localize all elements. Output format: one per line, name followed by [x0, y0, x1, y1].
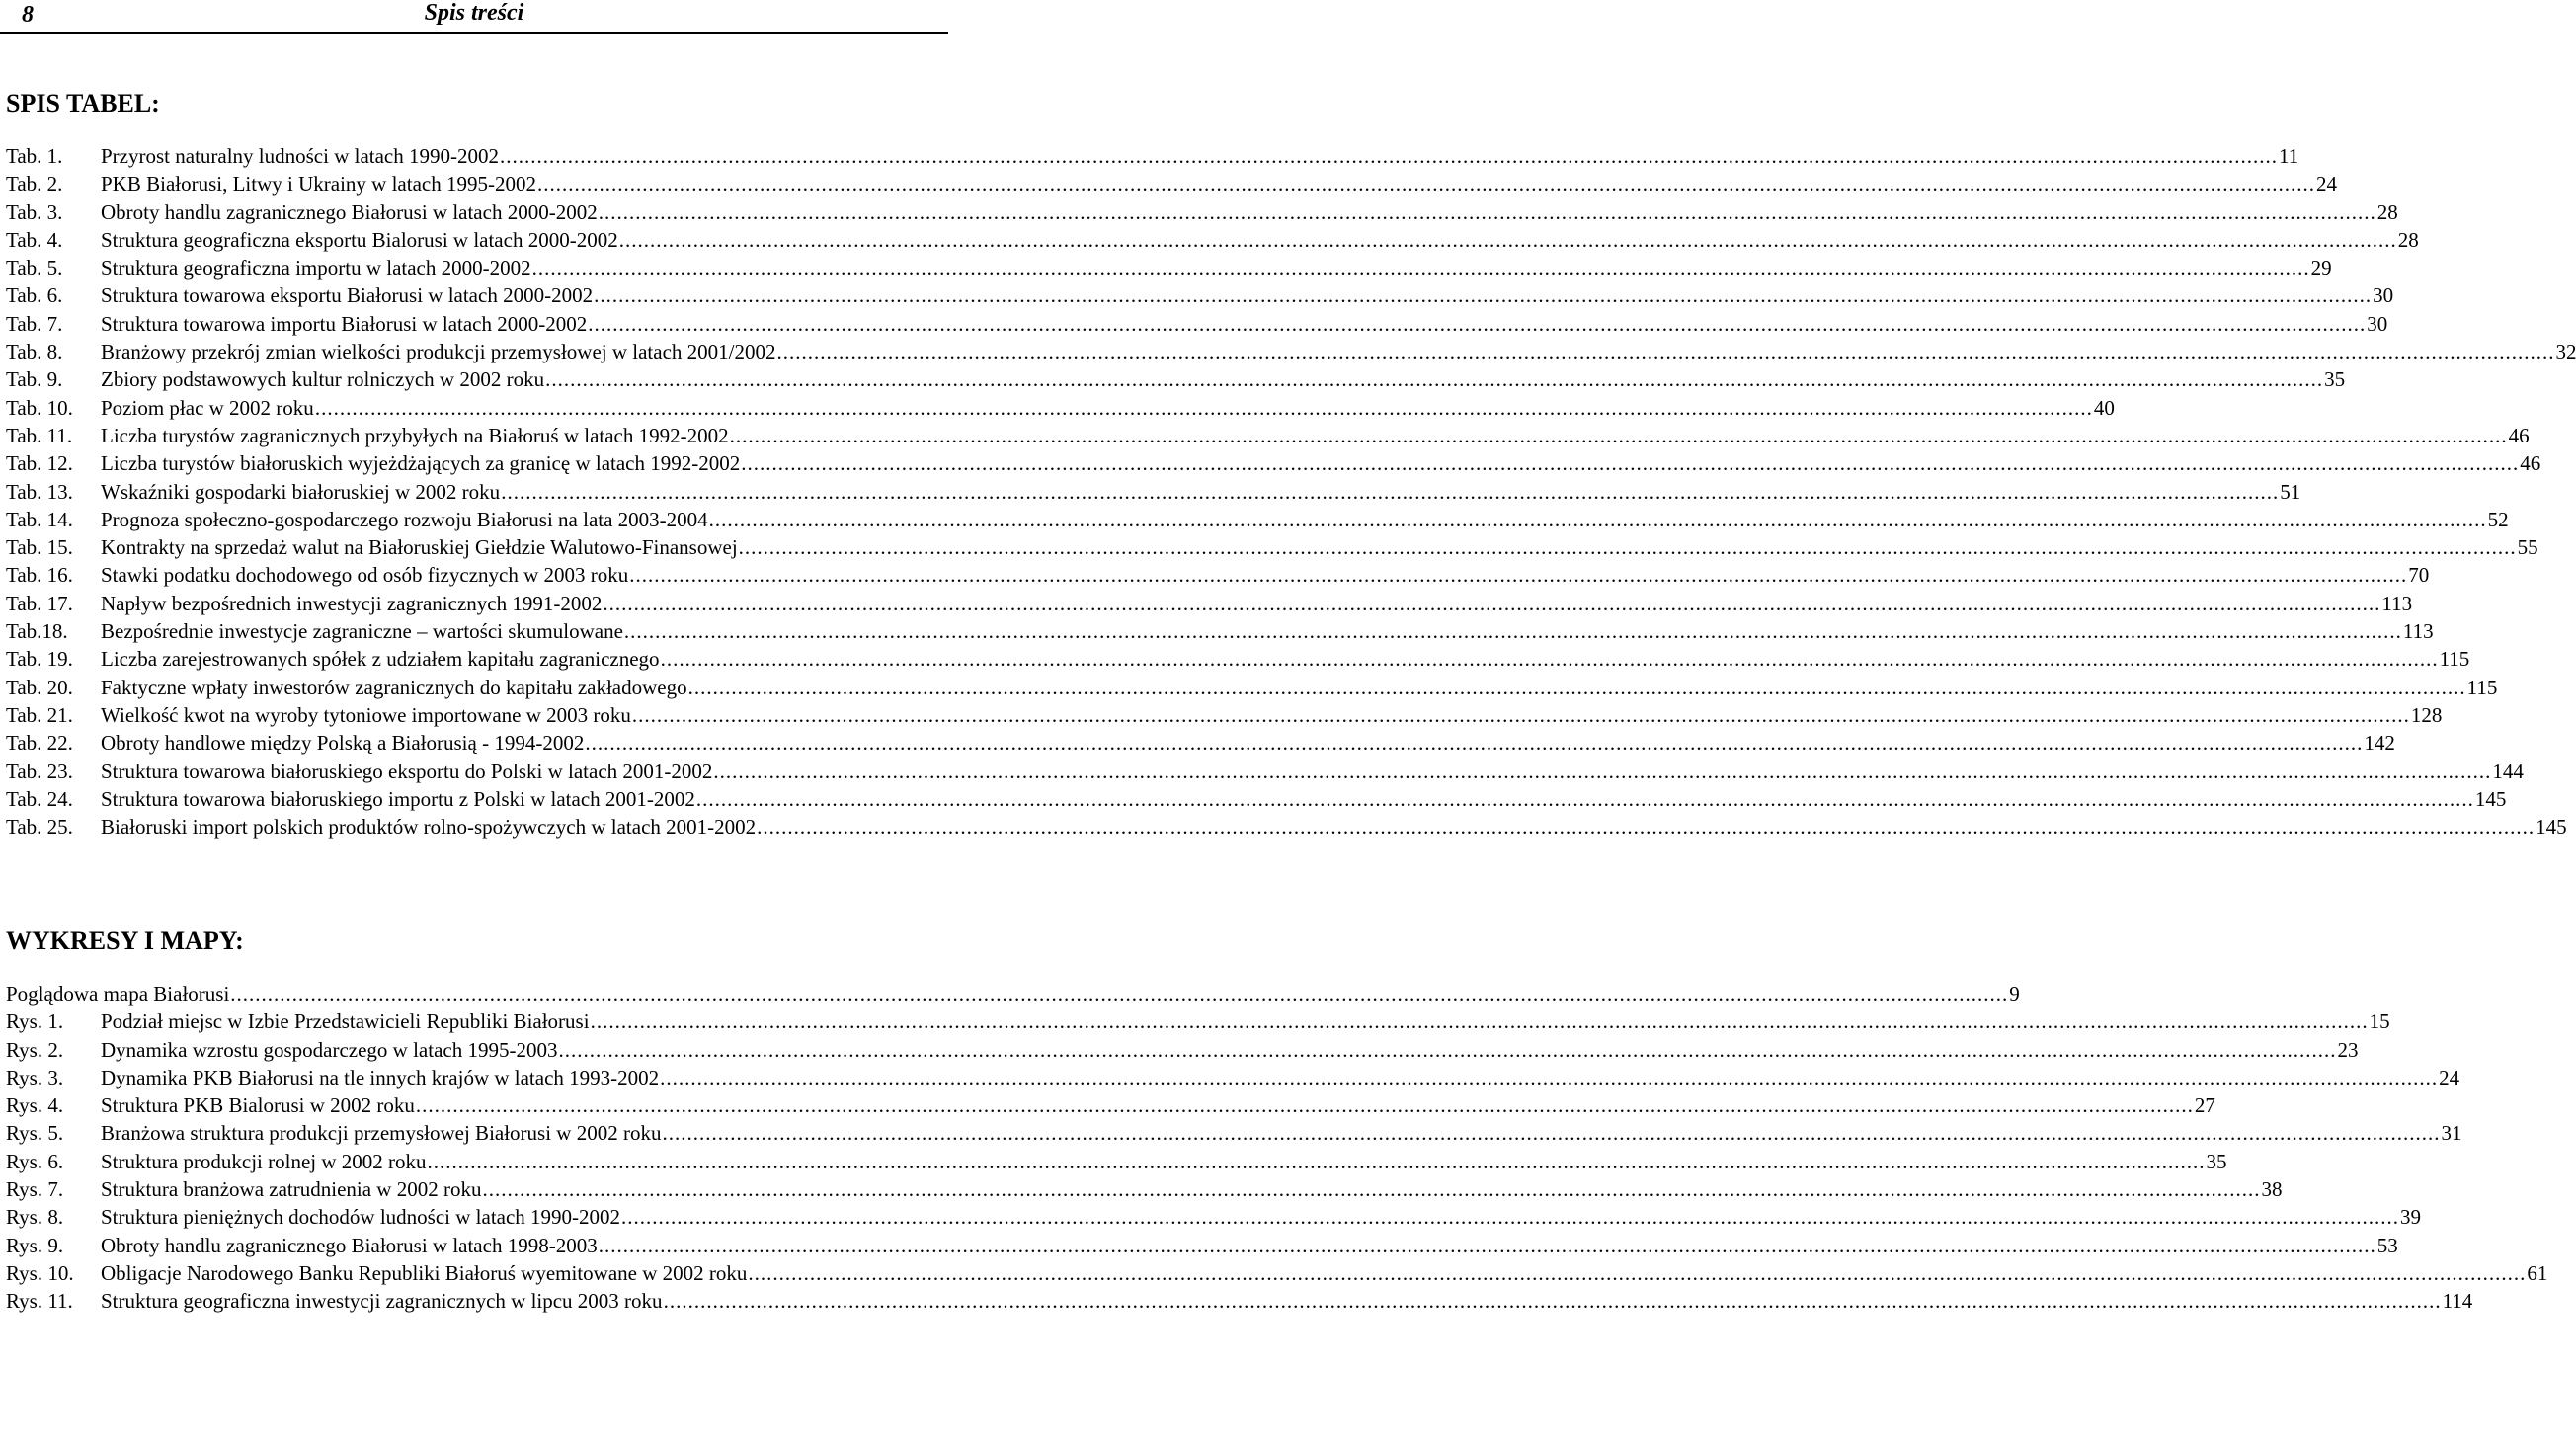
entry-page: 23 [2337, 1037, 2359, 1062]
entry-title: Bezpośrednie inwestycje zagraniczne – wartości skumulowane [101, 619, 623, 644]
table-entry[interactable] [6, 367, 2346, 395]
dot-leader [776, 340, 2554, 364]
figures-heading: WYKRESY I MAPY: [6, 926, 244, 955]
entry-label: Tab. 13. [6, 479, 73, 504]
figure-entry[interactable] [6, 1009, 2390, 1037]
table-entry[interactable] [6, 256, 2332, 283]
entry-page: 11 [2279, 144, 2299, 168]
table-entry[interactable] [6, 647, 2470, 675]
entry-page: 46 [2520, 451, 2541, 476]
dot-leader [739, 535, 2517, 560]
entry-label: Tab. 8. [6, 340, 63, 364]
entry-label: Tab. 24. [6, 786, 73, 811]
dot-leader [501, 480, 2279, 505]
dot-leader [629, 563, 2407, 588]
dot-leader [500, 144, 2278, 169]
dot-leader [416, 1093, 2194, 1118]
entry-label: Tab. 9. [6, 367, 63, 392]
entry-label: Tab. 20. [6, 675, 73, 699]
entry-title: Obroty handlu zagranicznego Białorusi w latach 2000-2002 [101, 200, 598, 224]
entry-label: Rys. 4. [6, 1093, 64, 1118]
entry-page: 32 [2555, 340, 2576, 364]
entry-title: Dynamika PKB Białorusi na tle innych krajów w latach 1993-2002 [101, 1065, 660, 1089]
dot-leader [591, 1009, 2369, 1034]
entry-label: Tab. 16. [6, 563, 73, 588]
dot-leader [537, 172, 2315, 197]
table-entry[interactable] [6, 172, 2337, 200]
entry-label: Tab. 21. [6, 702, 73, 727]
table-entry[interactable] [6, 311, 2388, 340]
figure-entry[interactable] [6, 1037, 2359, 1066]
entry-label: Tab. 4. [6, 227, 63, 252]
entry-label: Tab. 5. [6, 256, 63, 281]
table-entry[interactable] [6, 731, 2395, 759]
entry-title: Obligacje Narodowego Banku Republiki Białoruś wyemitowane w 2002 roku [101, 1260, 748, 1285]
entry-title: Wielkość kwot na wyroby tytoniowe importowane w 2003 roku [101, 702, 631, 727]
entry-title: Podział miejsc w Izbie Przedstawicieli Republiki Białorusi [101, 1009, 590, 1034]
dot-leader [603, 592, 2380, 616]
entry-title: Struktura PKB Bialorusi w 2002 roku [101, 1093, 415, 1118]
entry-page: 113 [2402, 619, 2434, 644]
figure-entry[interactable] [6, 1093, 2215, 1121]
entry-page: 46 [2508, 423, 2530, 447]
entry-title: Prognoza społeczno-gospodarczego rozwoju Białorusi na lata 2003-2004 [101, 507, 708, 531]
entry-page: 39 [2400, 1205, 2422, 1230]
dot-leader [662, 1121, 2440, 1146]
dot-leader [664, 1289, 2442, 1314]
entry-page: 115 [2466, 675, 2498, 699]
table-entry[interactable] [6, 563, 2430, 591]
entry-title: Dynamika wzrostu gospodarczego w latach 1995-2003 [101, 1037, 558, 1062]
entry-title: Poziom płac w 2002 roku [101, 395, 314, 420]
entry-page: 128 [2410, 702, 2443, 727]
entry-label: Tab. 7. [6, 311, 63, 336]
dot-leader [709, 508, 2487, 532]
table-entry[interactable] [6, 144, 2299, 172]
dot-leader [632, 703, 2410, 728]
table-entry[interactable] [6, 591, 2413, 619]
entry-page: 115 [2439, 647, 2470, 672]
entry-title: Przyrost naturalny ludności w latach 1990-2002 [101, 144, 499, 168]
entry-page: 51 [2280, 479, 2301, 504]
entry-label: Tab. 19. [6, 647, 73, 672]
table-entry[interactable] [6, 423, 2530, 451]
tables-list [6, 144, 2576, 843]
dot-leader [624, 619, 2402, 644]
table-entry[interactable] [6, 200, 2398, 228]
dot-leader [730, 424, 2508, 448]
table-entry[interactable] [6, 395, 2115, 424]
entry-title: Faktyczne wpłaty inwestorów zagranicznych do kapitału zakładowego [101, 675, 687, 699]
entry-title: Struktura pieniężnych dochodów ludności w latach 1990-2002 [101, 1205, 621, 1230]
dot-leader [696, 787, 2474, 812]
entry-title: Branżowy przekrój zmian wielkości produkcji przemysłowej w latach 2001/2002 [101, 340, 776, 364]
entry-title: Kontrakty na sprzedaż walut na Białoruskiej Giełdzie Walutowo-Finansowej [101, 535, 738, 560]
table-entry[interactable] [6, 283, 2394, 311]
entry-label: Tab. 10. [6, 395, 73, 420]
entry-label: Rys. 6. [6, 1149, 64, 1173]
entry-page: 31 [2441, 1121, 2462, 1146]
table-entry[interactable] [6, 340, 2576, 367]
entry-title: Napływ bezpośrednich inwestycji zagranicznych 1991-2002 [101, 591, 603, 615]
entry-label: Rys. 11. [6, 1289, 73, 1314]
entry-title: Struktura produkcji rolnej w 2002 roku [101, 1149, 427, 1173]
entry-page: 55 [2517, 535, 2538, 560]
dot-leader [230, 982, 2008, 1006]
dot-leader [599, 201, 2376, 225]
table-entry[interactable] [6, 815, 2567, 843]
table-entry[interactable] [6, 479, 2301, 508]
entry-label: Rys. 9. [6, 1233, 64, 1257]
entry-label: Tab. 25. [6, 815, 73, 840]
entry-title: Zbiory podstawowych kultur rolniczych w 2002 roku [101, 367, 545, 392]
entry-title: Struktura geograficzna importu w latach 2000-2002 [101, 256, 531, 281]
entry-page: 9 [2009, 982, 2020, 1006]
entry-label: Tab. 23. [6, 759, 73, 783]
entry-title: Struktura geograficzna eksportu Bialorusi w latach 2000-2002 [101, 227, 618, 252]
entry-page: 15 [2369, 1009, 2390, 1034]
page-header [0, 0, 948, 34]
figure-entry[interactable] [6, 1289, 2473, 1317]
dot-leader [757, 815, 2535, 840]
entry-title: Struktura towarowa importu Białorusi w latach 2000-2002 [101, 311, 588, 336]
entry-label: Tab. 1. [6, 144, 63, 168]
entry-label: Tab. 6. [6, 283, 63, 308]
table-entry[interactable] [6, 507, 2509, 535]
entry-title: Poglądowa mapa Białorusi [6, 982, 230, 1006]
figure-entry[interactable] [6, 1121, 2462, 1149]
entry-title: Liczba turystów białoruskich wyjeżdżających za granicę w latach 1992-2002 [101, 451, 741, 476]
entry-label: Rys. 5. [6, 1121, 64, 1146]
entry-label: Tab. 15. [6, 535, 73, 560]
entry-title: Stawki podatku dochodowego od osób fizycznych w 2003 roku [101, 563, 629, 588]
dot-leader [741, 451, 2519, 476]
entry-title: Struktura geograficzna inwestycji zagranicznych w lipcu 2003 roku [101, 1289, 663, 1314]
tables-heading: SPIS TABEL: [6, 89, 160, 118]
entry-page: 70 [2408, 563, 2430, 588]
figure-entry-overview[interactable] [6, 982, 2020, 1009]
dot-leader [621, 1205, 2399, 1230]
dot-leader [661, 647, 2439, 672]
entry-label: Tab. 2. [6, 172, 63, 197]
entry-label: Rys. 10. [6, 1260, 74, 1285]
figure-entry[interactable] [6, 1260, 2548, 1289]
figure-entry[interactable] [6, 1065, 2460, 1093]
entry-label: Rys. 2. [6, 1037, 64, 1062]
figures-list [6, 982, 2548, 1318]
entry-title: Obroty handlu zagranicznego Białorusi w latach 1998-2003 [101, 1233, 598, 1257]
entry-title: Struktura towarowa eksportu Białorusi w latach 2000-2002 [101, 283, 594, 308]
entry-page: 24 [2315, 172, 2337, 197]
dot-leader [428, 1150, 2206, 1174]
entry-page: 30 [2373, 283, 2394, 308]
entry-page: 144 [2492, 759, 2524, 783]
dot-leader [594, 283, 2372, 308]
entry-page: 61 [2527, 1260, 2548, 1285]
entry-page: 38 [2261, 1177, 2283, 1202]
dot-leader [660, 1066, 2438, 1090]
dot-leader [558, 1038, 2336, 1063]
entry-page: 28 [2397, 227, 2419, 252]
dot-leader [315, 396, 2093, 421]
running-title: Spis treści [424, 0, 524, 26]
entry-title: Branżowa struktura produkcji przemysłowej Białorusi w 2002 roku [101, 1121, 662, 1146]
entry-page: 114 [2442, 1289, 2473, 1314]
dot-leader [585, 731, 2363, 756]
entry-page: 30 [2367, 311, 2388, 336]
table-entry[interactable] [6, 786, 2507, 815]
entry-label: Tab. 17. [6, 591, 73, 615]
dot-leader [588, 312, 2366, 337]
table-entry[interactable] [6, 451, 2541, 479]
entry-label: Tab. 22. [6, 731, 73, 756]
entry-title: Struktura towarowa białoruskiego importu z Polski w latach 2001-2002 [101, 786, 695, 811]
entry-page: 35 [2324, 367, 2346, 392]
entry-title: Liczba zarejestrowanych spółek z udziałem kapitału zagranicznego [101, 647, 660, 672]
entry-label: Rys. 1. [6, 1009, 64, 1034]
figure-entry[interactable] [6, 1149, 2227, 1177]
entry-page: 27 [2194, 1093, 2215, 1118]
entry-title: Struktura branżowa zatrudnienia w 2002 roku [101, 1177, 482, 1202]
dot-leader [599, 1234, 2376, 1258]
table-entry[interactable] [6, 619, 2434, 647]
entry-page: 145 [2536, 815, 2567, 840]
figure-entry[interactable] [6, 1177, 2283, 1205]
entry-label: Tab. 3. [6, 200, 63, 224]
entry-page: 29 [2310, 256, 2332, 281]
dot-leader [545, 367, 2323, 392]
dot-leader [713, 760, 2491, 784]
entry-title: Wskaźniki gospodarki białoruskiej w 2002 roku [101, 479, 501, 504]
dot-leader [532, 256, 2310, 281]
entry-label: Tab. 12. [6, 451, 73, 476]
dot-leader [688, 676, 2466, 700]
entry-page: 53 [2376, 1233, 2398, 1257]
entry-page: 24 [2439, 1065, 2460, 1089]
dot-leader [748, 1261, 2526, 1286]
table-entry[interactable] [6, 702, 2443, 731]
table-entry[interactable] [6, 535, 2538, 563]
entry-label: Tab. 14. [6, 507, 73, 531]
entry-label: Rys. 7. [6, 1177, 64, 1202]
table-entry[interactable] [6, 227, 2419, 256]
entry-title: Białoruski import polskich produktów rolno-spożywczych w latach 2001-2002 [101, 815, 757, 840]
entry-page: 28 [2376, 200, 2398, 224]
entry-page: 113 [2381, 591, 2413, 615]
entry-page: 35 [2206, 1149, 2227, 1173]
page-number: 8 [22, 2, 34, 28]
dot-leader [619, 228, 2397, 253]
entry-title: Liczba turystów zagranicznych przybyłych na Białoruś w latach 1992-2002 [101, 423, 729, 447]
entry-page: 142 [2364, 731, 2395, 756]
entry-label: Rys. 3. [6, 1065, 64, 1089]
figure-entry[interactable] [6, 1233, 2398, 1261]
entry-page: 145 [2474, 786, 2507, 811]
entry-title: Struktura towarowa białoruskiego eksportu do Polski w latach 2001-2002 [101, 759, 713, 783]
entry-title: PKB Białorusi, Litwy i Ukrainy w latach 1995-2002 [101, 172, 536, 197]
entry-page: 52 [2487, 507, 2509, 531]
entry-title: Obroty handlowe między Polską a Białorusią - 1994-2002 [101, 731, 585, 756]
entry-label: Rys. 8. [6, 1205, 64, 1230]
table-entry[interactable] [6, 675, 2498, 703]
entry-page: 40 [2093, 395, 2115, 420]
figure-entry[interactable] [6, 1205, 2422, 1233]
entry-label: Tab. 11. [6, 423, 73, 447]
dot-leader [482, 1177, 2260, 1202]
entry-label: Tab.18. [6, 619, 68, 644]
table-entry[interactable] [6, 759, 2524, 787]
